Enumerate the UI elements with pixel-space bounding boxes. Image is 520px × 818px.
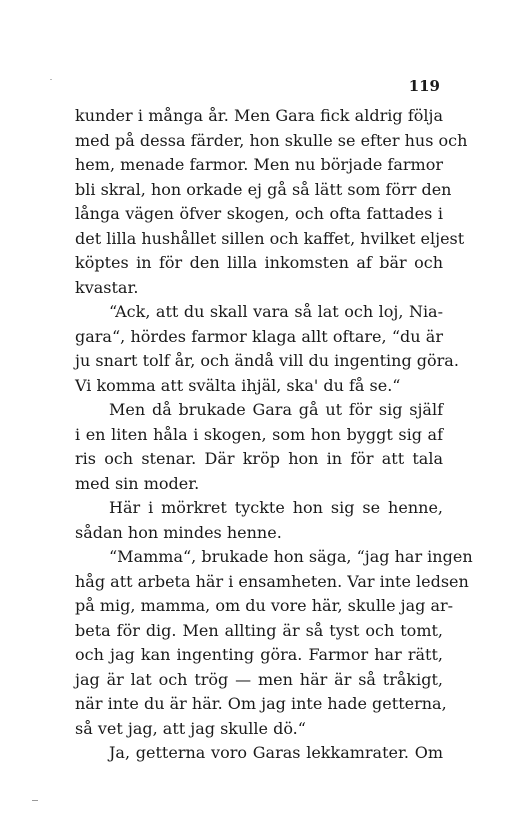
text-line: köptes in för den lilla inkomsten af bär och	[75, 253, 443, 272]
text-line: beta för dig. Men allting är så tyst och tomt,	[75, 620, 443, 640]
text-line: jag är lat och trög — men här är så tråkigt,	[75, 669, 443, 689]
text-line: långa vägen öfver skogen, och ofta fattades i	[75, 204, 443, 223]
text-line: Vi komma att svälta ihjäl, ska' du få se.“	[75, 375, 401, 395]
text-line: kvastar.	[75, 277, 139, 297]
body-text	[75, 104, 473, 766]
text-line: gara“, hördes farmor klaga allt oftare, “du är	[75, 326, 443, 346]
text-line: med sin moder.	[75, 473, 200, 493]
text-line: håg att arbeta här i ensamheten. Var inte ledsen	[75, 571, 469, 591]
margin-dash	[32, 800, 38, 801]
text-line: med på dessa färder, hon skulle se efter hus och	[75, 130, 468, 150]
page-number: 119	[408, 77, 440, 95]
text-line: “Ack, att du skall vara så lat och loj, Nia-	[109, 302, 443, 321]
text-line: det lilla hushållet sillen och kaffet, hvilket eljest	[75, 228, 465, 248]
text-line: så vet jag, att jag skulle dö.“	[75, 718, 306, 738]
text-line: kunder i många år. Men Gara fick aldrig följa	[75, 106, 443, 125]
text-line: ju snart tolf år, och ändå vill du ingenting göra.	[75, 351, 459, 370]
text-line: Ja, getterna voro Garas lekkamrater. Om	[109, 743, 443, 762]
text-line: bli skral, hon orkade ej gå så lätt som förr den	[75, 179, 452, 199]
text-line: Men då brukade Gara gå ut för sig själf	[109, 400, 443, 419]
text-line: på mig, mamma, om du vore här, skulle jag ar-	[75, 596, 454, 615]
text-line: när inte du är här. Om jag inte hade getterna,	[75, 694, 447, 713]
text-line: hem, menade farmor. Men nu började farmor	[75, 155, 443, 174]
text-line: och jag kan ingenting göra. Farmor har rätt,	[75, 645, 443, 664]
text-line: sådan hon mindes henne.	[75, 522, 282, 542]
margin-speck	[50, 79, 52, 80]
text-line: i en liten håla i skogen, som hon byggt sig af	[75, 424, 443, 444]
text-line: Här i mörkret tyckte hon sig se henne,	[109, 498, 443, 517]
text-line: ris och stenar. Där kröp hon in för att tala	[75, 449, 443, 468]
text-line: “Mamma“, brukade hon säga, “jag har ingen	[109, 547, 473, 566]
